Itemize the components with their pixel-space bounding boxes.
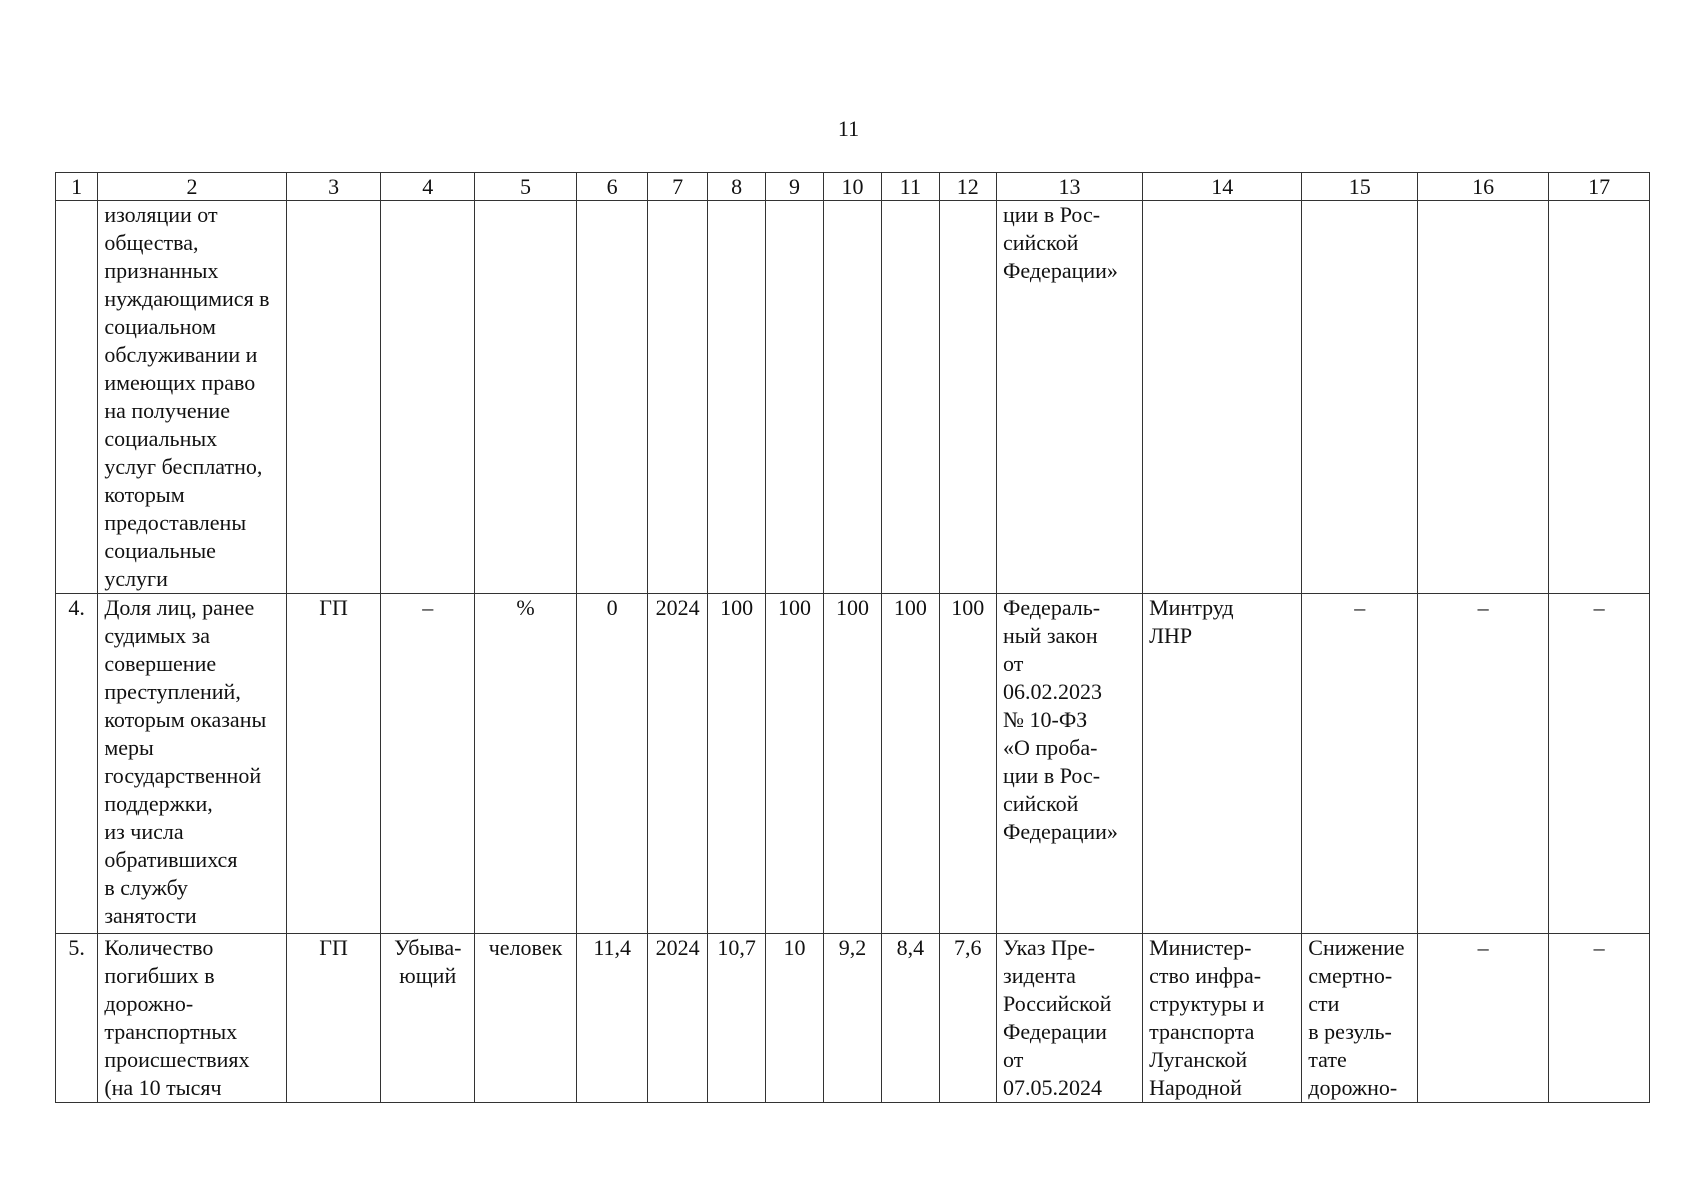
col-header-13: 13 [997,173,1143,201]
cell-base-value: 0 [576,594,648,934]
cell-document: ции в Рос- сийской Федерации» [997,201,1143,594]
col-header-7: 7 [648,173,707,201]
col-header-14: 14 [1143,173,1302,201]
cell-indicator-name: Доля лиц, ранее судимых за совершение преступлений, которым оказаны меры государственной поддержки, из числа обратившихся в службу занятости [98,594,286,934]
cell-base-year: 2024 [648,934,707,1103]
cell-value-col10: 9,2 [823,934,881,1103]
cell-level: ГП [286,594,381,934]
cell-number: 4. [56,594,98,934]
cell-trend: – [381,594,475,934]
cell-value-col10: 100 [823,594,881,934]
col-header-11: 11 [882,173,939,201]
cell-value-col9: 100 [766,594,823,934]
col-header-1: 1 [56,173,98,201]
cell-trend: Убыва- ющий [381,934,475,1103]
cell-base-year: 2024 [648,594,707,934]
cell-col16: – [1418,934,1549,1103]
page-number: 11 [837,116,860,141]
table-row-4 [56,594,1650,934]
cell-value-col8: 100 [707,594,765,934]
cell-unit: человек [475,934,577,1103]
col-header-3: 3 [286,173,381,201]
col-header-9: 9 [766,173,823,201]
cell-col15: – [1302,594,1418,934]
cell-number [56,201,98,594]
cell-responsible: Министер- ство инфра- структуры и транспорта Луганской Народной [1143,934,1302,1103]
cell-responsible [1143,201,1302,594]
cell-value-col10 [823,201,881,594]
col-header-17: 17 [1549,173,1650,201]
col-header-6: 6 [576,173,648,201]
cell-col17 [1549,201,1650,594]
cell-unit: % [475,594,577,934]
col-header-15: 15 [1302,173,1418,201]
cell-document: Федераль- ный закон от 06.02.2023 № 10-ФЗ «О проба- ции в Рос- сийской Федерации» [997,594,1143,934]
cell-value-col9 [766,201,823,594]
cell-value-col12 [939,201,996,594]
column-number-header-row [56,173,1650,201]
cell-responsible: Минтруд ЛНР [1143,594,1302,934]
col-header-4: 4 [381,173,475,201]
cell-value-col8: 10,7 [707,934,765,1103]
cell-value-col12: 7,6 [939,934,996,1103]
cell-col17: – [1549,934,1650,1103]
cell-col17: – [1549,594,1650,934]
cell-trend [381,201,475,594]
cell-base-value: 11,4 [576,934,648,1103]
col-header-16: 16 [1418,173,1549,201]
cell-col16 [1418,201,1549,594]
col-header-2: 2 [98,173,286,201]
table-row-continuation [56,201,1650,594]
cell-value-col9: 10 [766,934,823,1103]
col-header-10: 10 [823,173,881,201]
cell-document: Указ Пре- зидента Российской Федерации от 07.05.2024 [997,934,1143,1103]
cell-indicator-name: изоляции от общества, признанных нуждающимися в социальном обслуживании и имеющих право на получение социальных услуг бесплатно, которым предоставлены социальные услуги [98,201,286,594]
cell-col15: Снижение смертно- сти в резуль- тате дорожно- [1302,934,1418,1103]
cell-col15 [1302,201,1418,594]
cell-value-col8 [707,201,765,594]
cell-unit [475,201,577,594]
cell-level: ГП [286,934,381,1103]
col-header-12: 12 [939,173,996,201]
cell-number: 5. [56,934,98,1103]
cell-value-col11: 8,4 [882,934,939,1103]
cell-value-col12: 100 [939,594,996,934]
cell-level [286,201,381,594]
cell-value-col11: 100 [882,594,939,934]
cell-base-year [648,201,707,594]
indicators-table [55,172,1650,1103]
table-row-5 [56,934,1650,1103]
cell-indicator-name: Количество погибших в дорожно- транспортных происшествиях (на 10 тысяч [98,934,286,1103]
cell-col16: – [1418,594,1549,934]
cell-value-col11 [882,201,939,594]
col-header-5: 5 [475,173,577,201]
col-header-8: 8 [707,173,765,201]
cell-base-value [576,201,648,594]
